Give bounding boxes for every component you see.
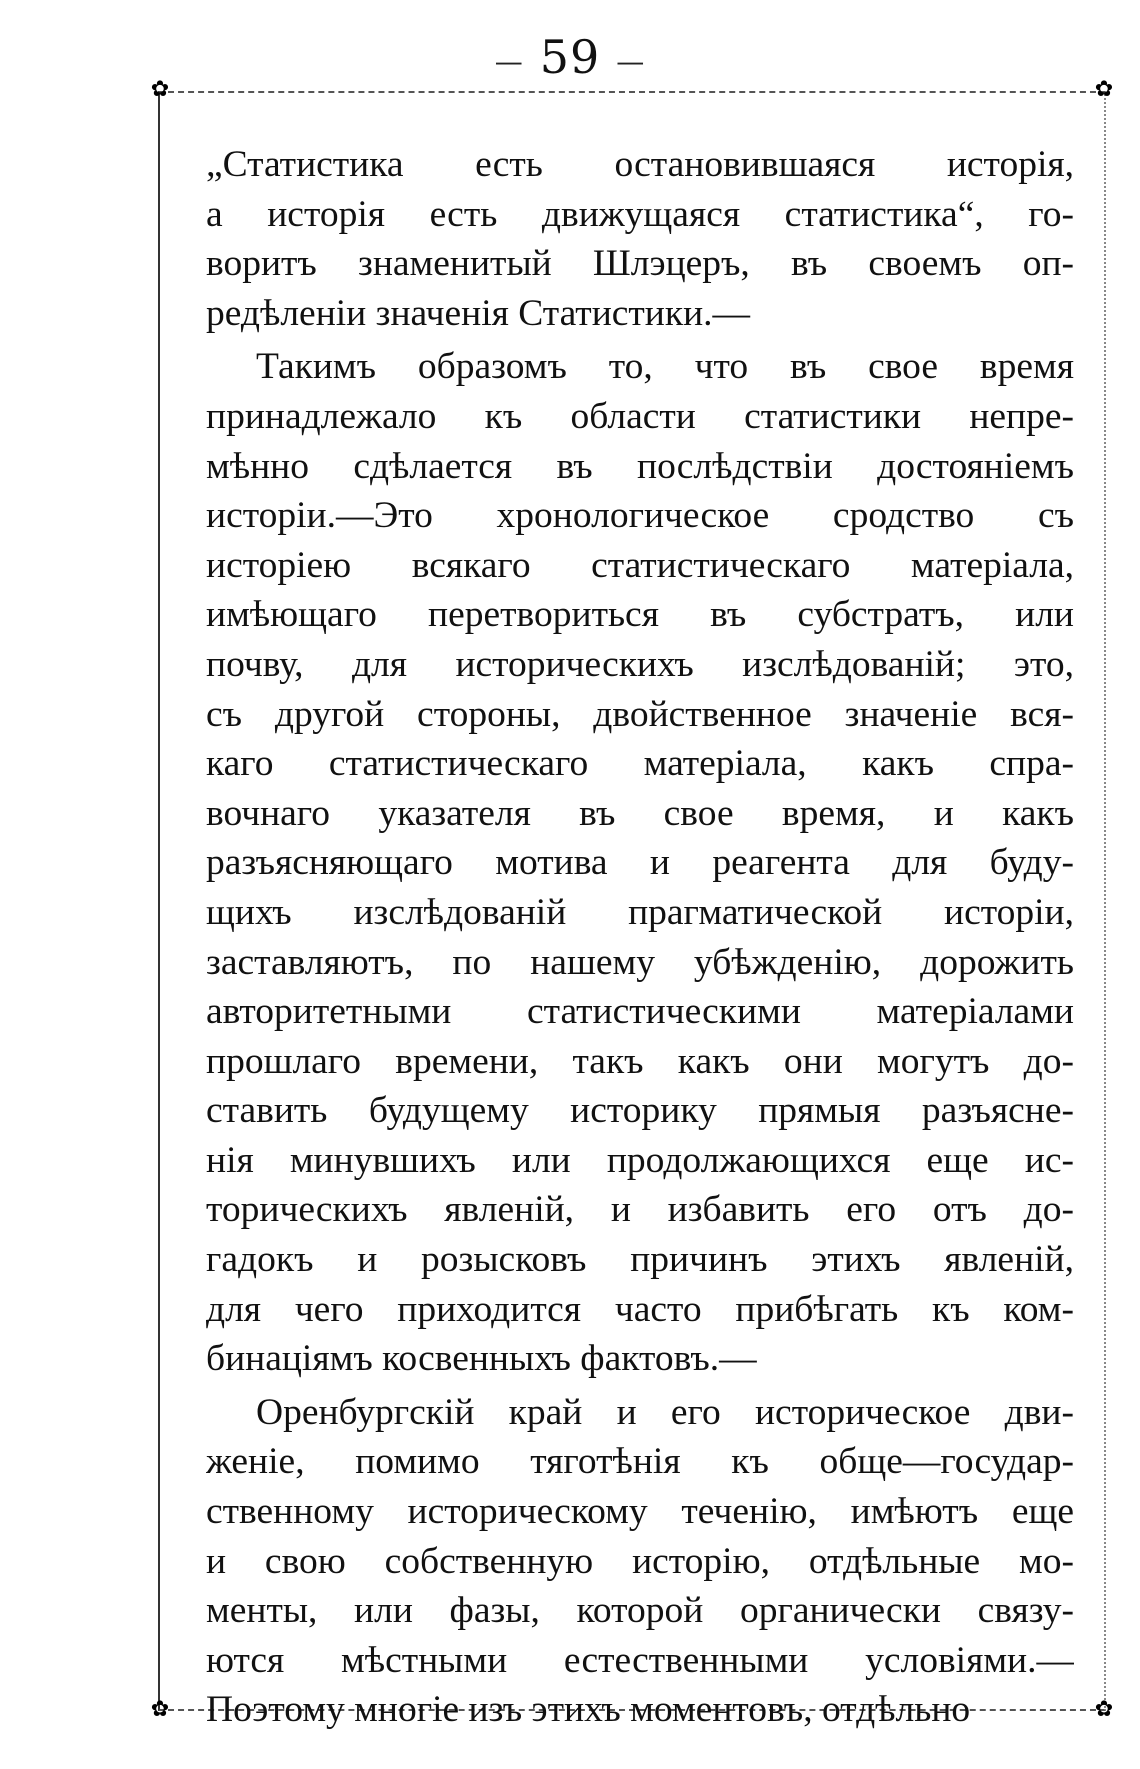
corner-ornament-icon: ✿	[150, 77, 170, 102]
text-line: исторіею всякаго статистическаго матеріала,	[206, 544, 1074, 586]
text-line: щихъ изслѣдованій прагматической исторіи,	[206, 891, 1074, 933]
paragraph	[206, 140, 1074, 338]
text-line: бинаціямъ косвенныхъ фактовъ.—	[206, 1338, 757, 1380]
text-line: а исторія есть движущаяся статистика“, го-	[206, 193, 1074, 235]
text-line: Поэтому многіе изъ этихъ моментовъ, отдѣльно	[206, 1689, 971, 1731]
text-line: редѣленіи значенія Статистики.—	[206, 292, 751, 334]
corner-ornament-icon: ✿	[150, 1697, 170, 1722]
paragraph	[206, 342, 1074, 1383]
text-line: прошлаго времени, такъ какъ они могутъ до-	[206, 1040, 1074, 1082]
body-text	[206, 140, 1074, 1735]
text-line: заставляютъ, по нашему убѣжденію, дорожить	[206, 941, 1074, 983]
text-line: съ другой стороны, двойственное значеніе вся-	[206, 693, 1074, 735]
text-line: принадлежало къ области статистики непре-	[206, 395, 1074, 437]
text-line: авторитетными статистическими матеріалами	[206, 991, 1074, 1033]
text-line: менты, или фазы, которой органически связу-	[206, 1590, 1074, 1632]
text-line: женіе, помимо тяготѣнія къ обще—государ-	[206, 1441, 1074, 1483]
text-line: для чего приходится часто прибѣгать къ ком-	[206, 1288, 1074, 1330]
text-line: „Статистика есть остановившаяся исторія,	[206, 144, 1074, 185]
text-line: имѣющаго перетвориться въ субстратъ, или	[206, 594, 1074, 636]
text-line: почву, для историческихъ изслѣдованій; это,	[206, 643, 1074, 685]
corner-ornament-icon: ✿	[1094, 77, 1114, 102]
corner-ornament-icon: ✿	[1094, 1697, 1114, 1722]
text-line: исторіи.—Это хронологическое сродство съ	[206, 495, 1074, 537]
text-line: мѣнно сдѣлается въ послѣдствіи достояніемъ	[206, 445, 1074, 487]
text-line: и свою собственную исторію, отдѣльные мо-	[206, 1540, 1074, 1582]
text-line: ются мѣстными естественными условіями.—	[206, 1639, 1074, 1681]
text-line: вочнаго указателя въ свое время, и какъ	[206, 792, 1074, 834]
text-line: Оренбургскій край и его историческое дви-	[256, 1391, 1074, 1433]
text-line: гадокъ и розысковъ причинъ этихъ явленій,	[206, 1239, 1074, 1281]
text-line: ственному историческому теченію, имѣютъ еще	[206, 1491, 1074, 1533]
text-line: торическихъ явленій, и избавить его отъ до-	[206, 1189, 1074, 1231]
page-number-dash-left: —	[494, 44, 524, 78]
text-line: каго статистическаго матеріала, какъ спра-	[206, 743, 1074, 785]
page-number-header	[0, 30, 1140, 84]
text-line: разъясняющаго мотива и реагента для буду-	[206, 842, 1074, 884]
text-line: нія минувшихъ или продолжающихся еще ис-	[206, 1139, 1074, 1181]
text-line: ставить будущему историку прямыя разъясне-	[206, 1090, 1074, 1132]
text-line: воритъ знаменитый Шлэцеръ, въ своемъ оп-	[206, 243, 1074, 285]
page-number: 59	[539, 30, 601, 84]
paragraph	[206, 1388, 1074, 1735]
page-number-dash-right: —	[616, 44, 646, 78]
text-line: Такимъ образомъ то, что въ свое время	[256, 346, 1074, 388]
